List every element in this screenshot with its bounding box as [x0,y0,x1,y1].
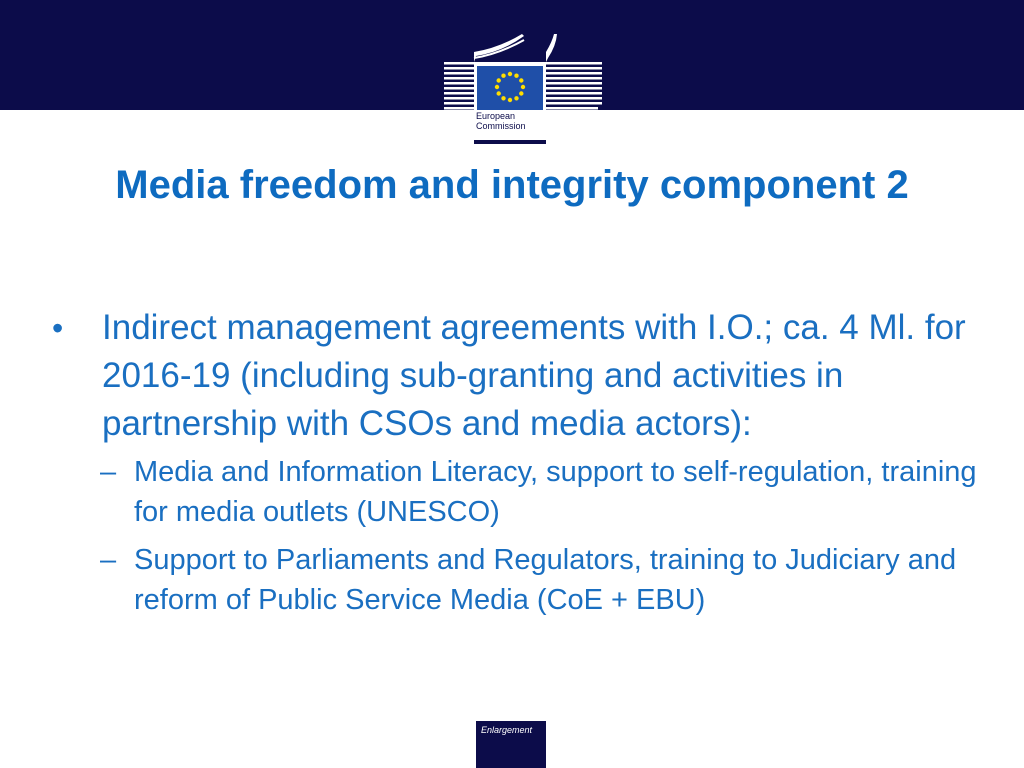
footer-tab-label: Enlargement [481,725,533,735]
sub-bullet-marker: – [100,456,117,488]
slide-title: Media freedom and integrity component 2 [115,163,909,207]
sub-bullet-item [48,452,988,532]
logo-line-2: Commission [476,121,526,131]
sub-bullet-item [48,540,988,620]
sub-bullet-text: Media and Information Literacy, support to self-regulation, training for media outlets (UNESCO) [134,456,977,528]
sub-bullet-list [48,452,988,620]
bullet-item [48,304,988,448]
sub-bullet-marker: – [100,544,117,576]
logo-line-1: European [476,111,516,121]
european-commission-logo [444,34,604,144]
bullet-marker: • [52,310,64,346]
bullet-list [48,304,988,628]
footer-tab [476,721,546,768]
sub-bullet-text: Support to Parliaments and Regulators, training to Judiciary and reform of Public Service Media (CoE + EBU) [134,544,957,616]
logo-wordmark [476,111,542,131]
bullet-text: Indirect management agreements with I.O.; ca. 4 Ml. for 2016-19 (including sub-granting and activities in partnership with CSOs and media actors): [102,308,966,443]
